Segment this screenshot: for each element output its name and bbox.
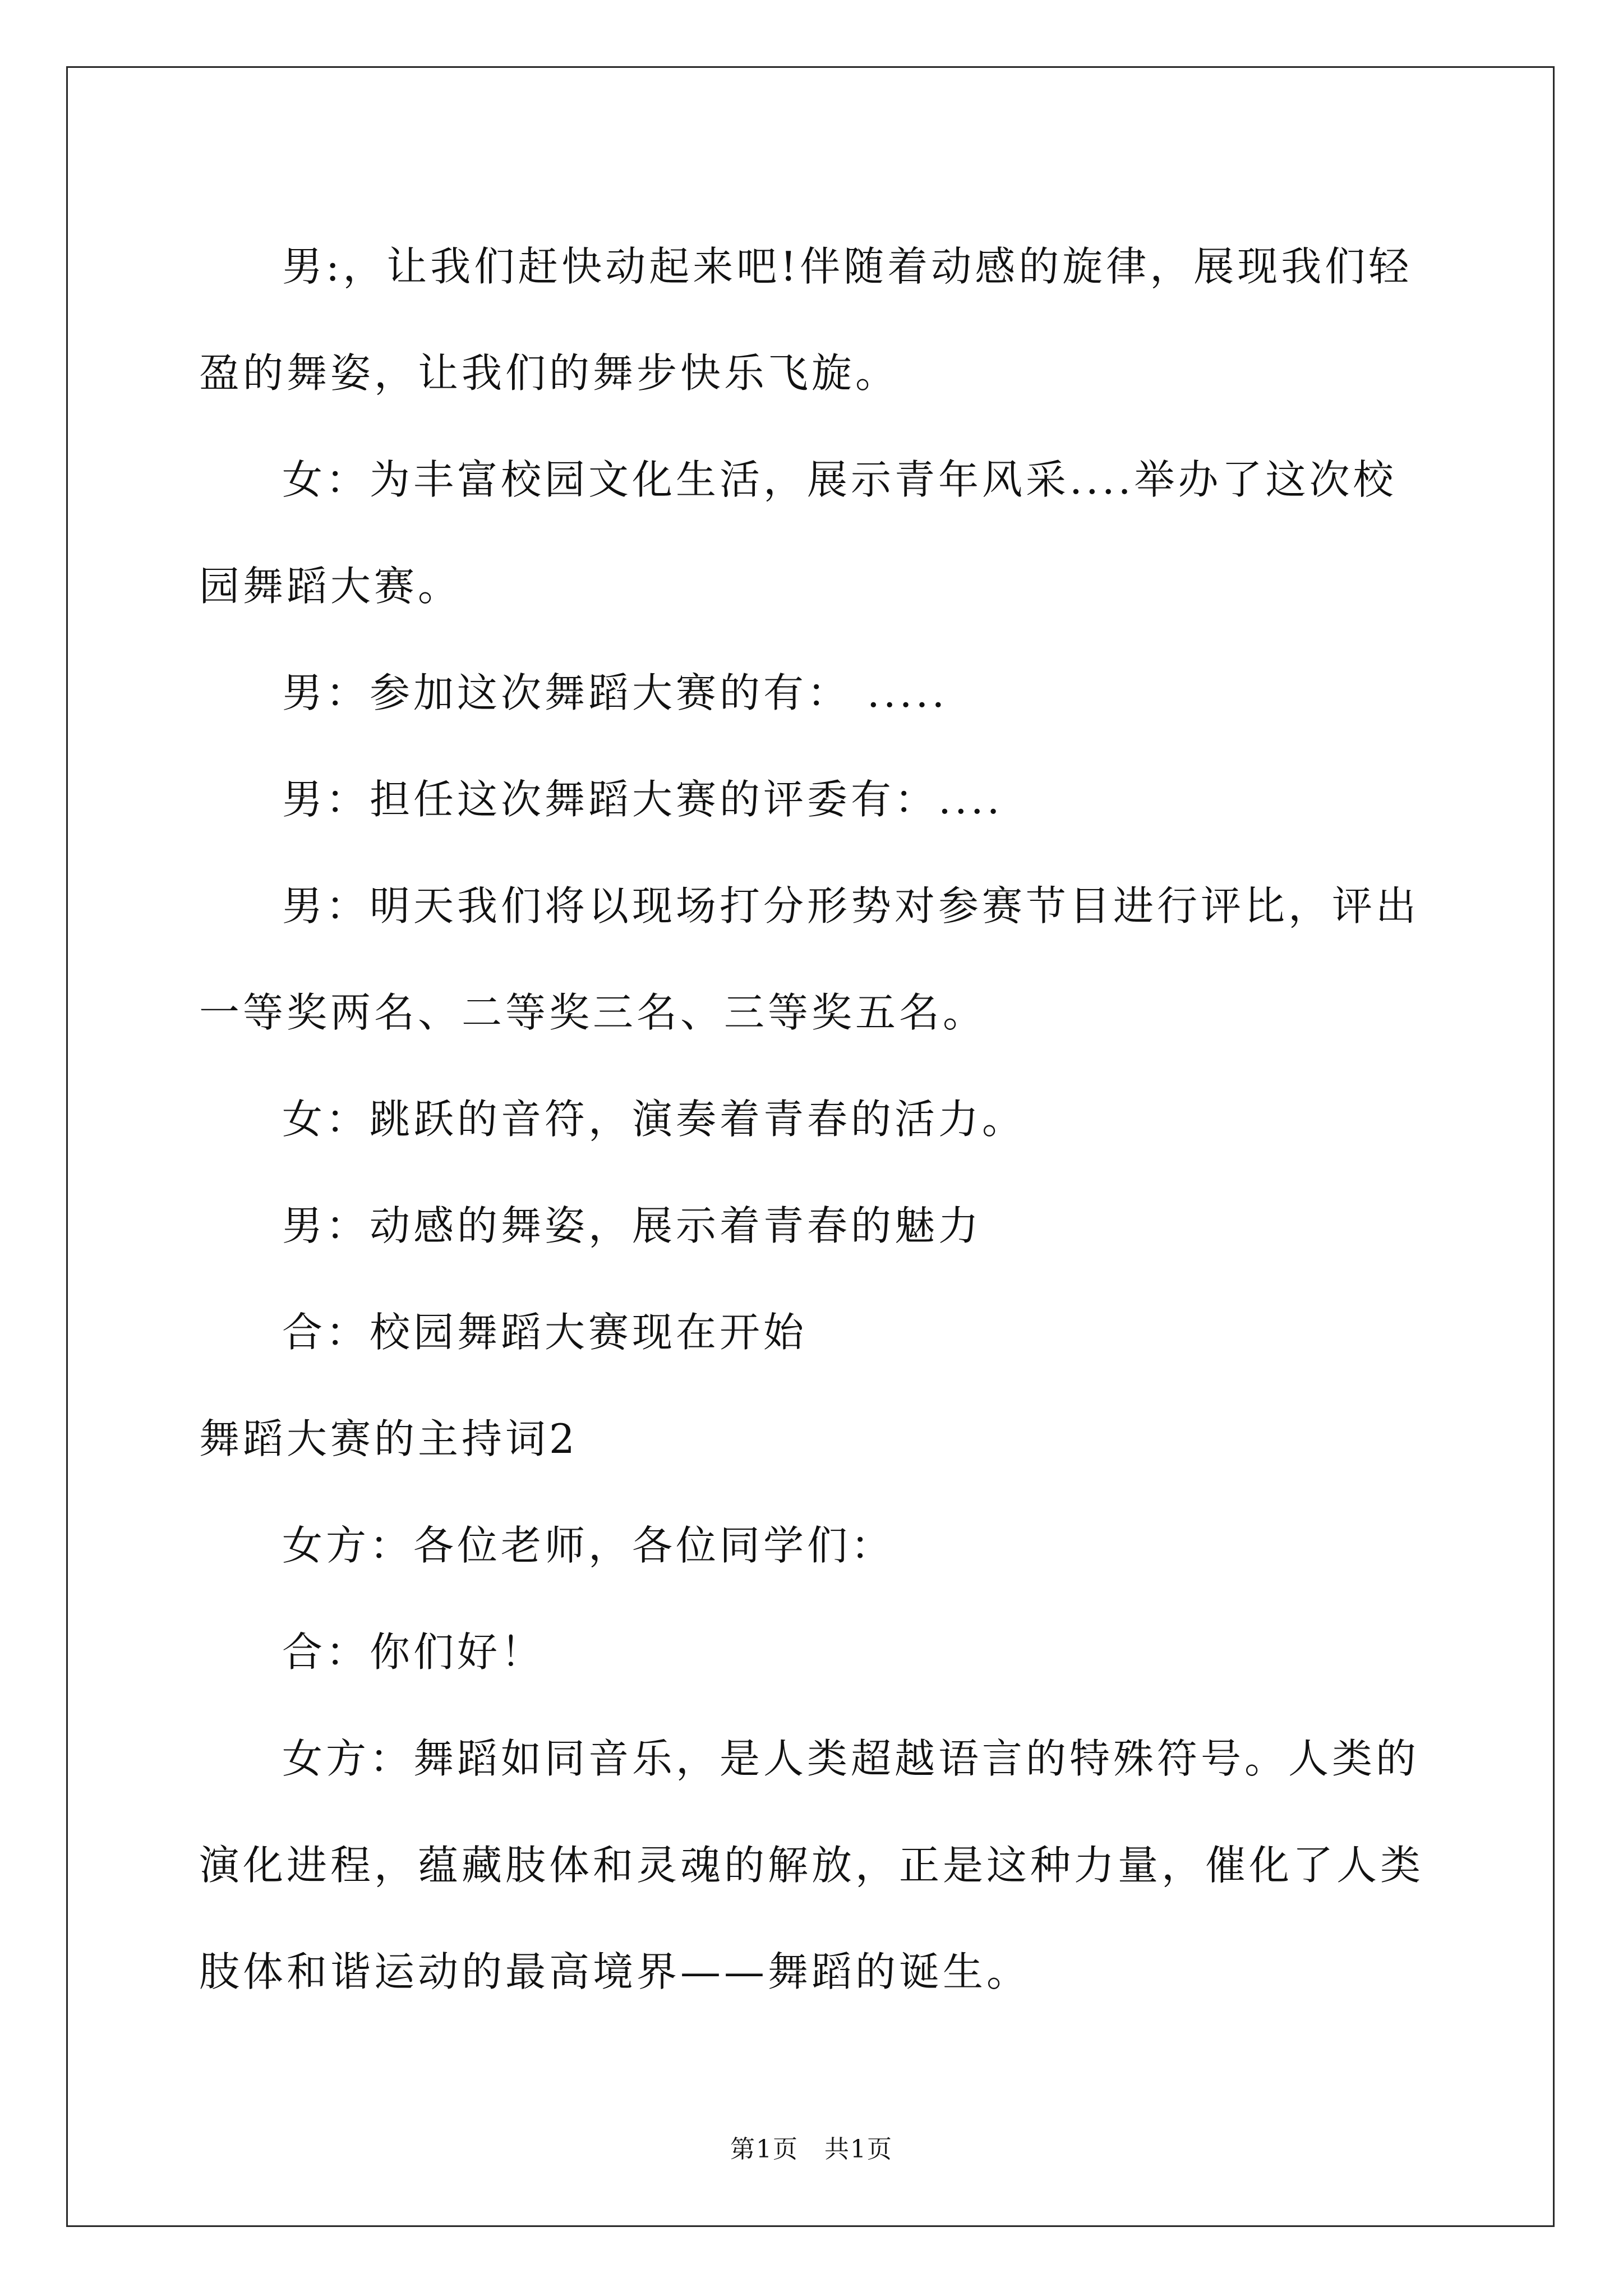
paragraph-7: 男：动感的舞姿，展示着青春的魅力 — [282, 1202, 983, 1249]
paragraph-8: 合：校园舞蹈大赛现在开始 — [282, 1309, 808, 1356]
paragraph-11: 合：你们好！ — [282, 1628, 545, 1676]
paragraph-6: 女：跳跃的音符，演奏着青春的活力。 — [282, 1096, 1026, 1143]
document-body — [199, 213, 1427, 2025]
paragraph-5: 男：明天我们将以现场打分形势对参赛节目进行评比，评出一等奖两名、二等奖三名、三等奖五名。 — [199, 882, 1420, 1036]
paragraph-4: 男：担任这次舞蹈大赛的评委有：.... — [282, 776, 1003, 823]
section-heading: 舞蹈大赛的主持词2 — [199, 1415, 578, 1462]
paragraph-12: 女方：舞蹈如同音乐，是人类超越语言的特殊符号。人类的演化进程，蕴藏肢体和灵魂的解放，正是这种力量，催化了人类肢体和谐运动的最高境界——舞蹈的诞生。 — [199, 1735, 1424, 1995]
paragraph-10: 女方：各位老师，各位同学们： — [282, 1522, 895, 1569]
paragraph-1: 男:，让我们赶快动起来吧!伴随着动感的旋律，展现我们轻盈的舞姿，让我们的舞步快乐飞旋。 — [199, 243, 1413, 397]
paragraph-3: 男：参加这次舞蹈大赛的有： ..... — [282, 669, 948, 716]
page-number-footer: 第1页 共1页 — [730, 2135, 893, 2164]
paragraph-2: 女：为丰富校园文化生活，展示青年风采....举办了这次校园舞蹈大赛。 — [199, 456, 1397, 610]
